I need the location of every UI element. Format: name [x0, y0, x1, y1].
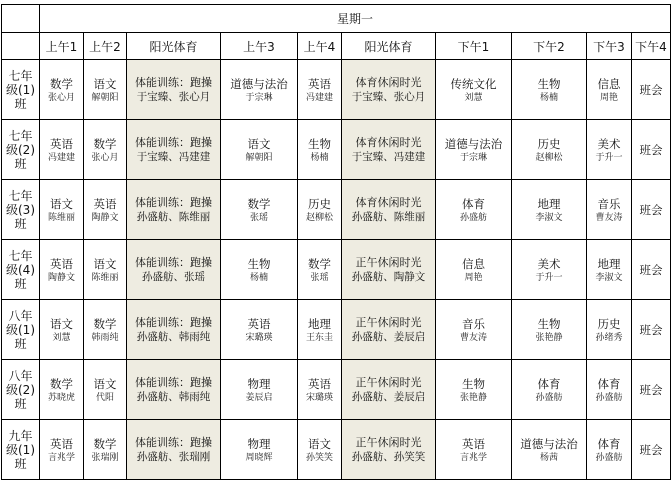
subject-label: 体育	[597, 436, 621, 451]
class-name-cell	[2, 360, 40, 420]
teacher-label: 孙盛舫	[595, 392, 623, 403]
subject-label: 语文	[50, 316, 73, 331]
lesson-cell	[587, 300, 632, 360]
class-name-line: 级(2)	[6, 142, 35, 157]
teacher-label: 孙盛舫、姜辰启	[351, 390, 426, 403]
teacher-label: 宋璐瑛	[245, 332, 273, 343]
lesson-cell	[436, 300, 512, 360]
lesson-cell	[221, 60, 298, 120]
teacher-label: 于宝臻、冯建建	[351, 150, 426, 163]
teacher-label: 孙盛舫、陶静文	[351, 270, 426, 283]
subject-label: 体育	[597, 376, 621, 391]
subject-label: 美术	[597, 136, 621, 151]
day-header: 星期一	[40, 5, 671, 33]
subject-label: 数学	[93, 136, 117, 151]
subject-label: 体能训练：跑操	[135, 375, 212, 389]
teacher-label: 周艳	[464, 272, 483, 283]
period-header: 上午1	[40, 33, 84, 60]
subject-label: 语文	[93, 376, 117, 391]
class-row	[2, 360, 671, 420]
subject-label: 信息	[597, 76, 621, 91]
subject-label: 体能训练：跑操	[135, 435, 212, 449]
teacher-label: 曹友涛	[595, 212, 623, 223]
subject-label: 体能训练：跑操	[135, 75, 212, 89]
lesson-cell	[221, 120, 298, 180]
class-row	[2, 60, 671, 120]
teacher-label: 苏晓虎	[47, 392, 75, 403]
period-header: 下午3	[587, 33, 632, 60]
subject-label: 体能训练：跑操	[135, 135, 212, 149]
day-header-row	[2, 5, 671, 33]
subject-label: 历史	[308, 196, 331, 211]
lesson-cell: 班会	[632, 240, 671, 300]
lesson-cell	[127, 360, 221, 420]
class-name-cell	[2, 240, 40, 300]
teacher-label: 孙盛舫	[535, 392, 563, 403]
period-header-row	[2, 33, 671, 60]
lesson-cell	[436, 60, 512, 120]
lesson-cell	[298, 60, 342, 120]
subject-label: 正午休闲时光	[355, 375, 422, 389]
teacher-label: 陈维丽	[47, 212, 75, 223]
subject-label: 物理	[247, 376, 271, 391]
teacher-label: 张心月	[91, 152, 119, 163]
lesson-cell	[512, 420, 587, 480]
lesson-cell	[84, 360, 127, 420]
teacher-label: 王东圭	[305, 332, 333, 343]
lesson-cell	[127, 60, 221, 120]
subject-label: 英语	[308, 376, 331, 391]
lesson-cell	[587, 420, 632, 480]
teacher-label: 孙盛舫、韩雨纯	[136, 330, 211, 343]
lesson-cell	[40, 180, 84, 240]
lesson-cell	[40, 60, 84, 120]
lesson-cell	[512, 180, 587, 240]
subject-label: 体育休闲时光	[355, 135, 422, 149]
teacher-label: 于升一	[535, 272, 563, 283]
lesson-cell	[84, 420, 127, 480]
period-header: 上午2	[84, 33, 127, 60]
lesson-cell	[342, 180, 436, 240]
class-name-line: 班	[14, 396, 27, 411]
class-name-line: 班	[14, 156, 27, 171]
teacher-label: 张艳静	[535, 332, 563, 343]
class-name-line: 七年	[8, 128, 33, 143]
lesson-cell	[40, 240, 84, 300]
subject-label: 英语	[93, 196, 117, 211]
subject-label: 语文	[247, 136, 271, 151]
lesson-cell: 班会	[632, 360, 671, 420]
teacher-label: 张心月	[47, 92, 75, 103]
teacher-label: 孙盛舫、张瑞刚	[136, 450, 211, 463]
subject-label: 传统文化	[450, 76, 497, 91]
teacher-label: 于宝臻、冯建建	[136, 150, 211, 163]
teacher-label: 冯建建	[305, 92, 333, 103]
teacher-label: 于宗琳	[459, 152, 487, 163]
subject-label: 体育	[462, 196, 485, 211]
lesson-cell: 班会	[632, 120, 671, 180]
teacher-label: 孙盛舫、张瑶	[142, 270, 205, 283]
subject-label: 信息	[462, 256, 485, 271]
period-header: 阳光体育	[342, 33, 436, 60]
subject-label: 语文	[93, 256, 117, 271]
schedule-table	[1, 4, 671, 480]
teacher-label: 赵柳松	[535, 152, 563, 163]
class-row	[2, 180, 671, 240]
lesson-cell	[342, 240, 436, 300]
subject-label: 正午休闲时光	[355, 315, 422, 329]
teacher-label: 陶静文	[91, 212, 119, 223]
lesson-cell: 班会	[632, 180, 671, 240]
lesson-cell	[221, 300, 298, 360]
subject-label: 数学	[93, 316, 117, 331]
lesson-cell	[221, 240, 298, 300]
class-name-line: 级(3)	[6, 202, 35, 217]
teacher-label: 杨茜	[539, 452, 558, 463]
lesson-cell	[127, 240, 221, 300]
class-row	[2, 120, 671, 180]
schedule-body	[2, 5, 671, 480]
class-name-line: 级(1)	[6, 82, 35, 97]
teacher-label: 周晓辉	[245, 452, 273, 463]
subject-label: 英语	[50, 136, 73, 151]
subject-label: 生物	[308, 136, 331, 151]
teacher-label: 孙盛舫、陈维丽	[136, 210, 211, 223]
lesson-cell	[342, 60, 436, 120]
lesson-cell	[40, 360, 84, 420]
lesson-cell: 班会	[632, 60, 671, 120]
subject-label: 英语	[308, 76, 331, 91]
class-name-line: 七年	[8, 68, 33, 83]
subject-label: 音乐	[462, 316, 485, 331]
teacher-label: 言兆学	[47, 452, 75, 463]
subject-label: 语文	[308, 436, 331, 451]
subject-label: 数学	[247, 196, 271, 211]
teacher-label: 宋璐瑛	[305, 392, 333, 403]
lesson-cell	[298, 300, 342, 360]
lesson-cell	[342, 120, 436, 180]
teacher-label: 曹友涛	[459, 332, 487, 343]
lesson-cell	[40, 300, 84, 360]
class-name-line: 八年	[8, 308, 33, 323]
lesson-cell	[221, 180, 298, 240]
class-name-line: 七年	[8, 188, 33, 203]
subject-label: 生物	[537, 316, 561, 331]
teacher-label: 刘慧	[464, 92, 483, 103]
teacher-label: 解朝阳	[91, 92, 119, 103]
lesson-cell	[84, 300, 127, 360]
teacher-label: 代阳	[95, 392, 114, 403]
lesson-cell	[512, 360, 587, 420]
teacher-label: 孙盛舫、陈维丽	[351, 210, 426, 223]
lesson-cell	[40, 120, 84, 180]
lesson-cell	[587, 60, 632, 120]
subject-label: 生物	[462, 376, 485, 391]
subject-label: 正午休闲时光	[355, 255, 422, 269]
teacher-label: 刘慧	[52, 332, 71, 343]
teacher-label: 杨楠	[310, 152, 329, 163]
lesson-cell	[587, 360, 632, 420]
lesson-cell	[298, 420, 342, 480]
class-name-line: 级(1)	[6, 442, 35, 457]
lesson-cell	[84, 180, 127, 240]
lesson-cell	[298, 240, 342, 300]
teacher-label: 李淑文	[535, 212, 563, 223]
class-name-line: 七年	[8, 248, 33, 263]
lesson-cell	[436, 420, 512, 480]
subject-label: 英语	[50, 256, 73, 271]
subject-label: 历史	[597, 316, 621, 331]
class-name-line: 班	[14, 216, 27, 231]
lesson-cell	[298, 360, 342, 420]
lesson-cell	[512, 60, 587, 120]
class-name-cell	[2, 120, 40, 180]
teacher-label: 孙盛舫、姜辰启	[351, 330, 426, 343]
lesson-cell	[84, 60, 127, 120]
subject-label: 道德与法治	[444, 136, 503, 151]
lesson-cell	[436, 240, 512, 300]
period-header: 上午3	[221, 33, 298, 60]
subject-label: 体育休闲时光	[355, 75, 422, 89]
class-name-cell	[2, 60, 40, 120]
subject-label: 数学	[50, 376, 73, 391]
subject-label: 道德与法治	[520, 436, 578, 451]
teacher-label: 孙绪秀	[595, 332, 623, 343]
teacher-label: 于宝臻、张心月	[136, 90, 211, 103]
class-name-line: 九年	[8, 428, 33, 443]
class-name-line: 级(1)	[6, 322, 35, 337]
lesson-cell	[436, 180, 512, 240]
teacher-label: 陶静文	[47, 272, 75, 283]
subject-label: 历史	[537, 136, 561, 151]
subject-label: 数学	[308, 256, 331, 271]
subject-label: 地理	[537, 196, 561, 211]
period-header: 上午4	[298, 33, 342, 60]
period-header: 阳光体育	[127, 33, 221, 60]
subject-label: 生物	[537, 76, 561, 91]
subject-label: 物理	[247, 436, 271, 451]
lesson-cell	[436, 120, 512, 180]
subject-label: 地理	[597, 256, 621, 271]
subject-label: 数学	[93, 436, 117, 451]
lesson-cell	[298, 180, 342, 240]
corner-cell	[2, 5, 40, 33]
lesson-cell	[342, 360, 436, 420]
subject-label: 数学	[50, 76, 73, 91]
class-name-line: 班	[14, 276, 27, 291]
teacher-label: 孙盛舫、韩雨纯	[136, 390, 211, 403]
lesson-cell	[436, 360, 512, 420]
teacher-label: 于宝臻、张心月	[351, 90, 426, 103]
teacher-label: 周艳	[599, 92, 618, 103]
subject-label: 体能训练：跑操	[135, 315, 212, 329]
teacher-label: 于升一	[595, 152, 623, 163]
class-name-cell	[2, 300, 40, 360]
lesson-cell	[127, 300, 221, 360]
teacher-label: 孙盛舫、孙笑笑	[351, 450, 426, 463]
class-row	[2, 240, 671, 300]
lesson-cell: 班会	[632, 420, 671, 480]
lesson-cell	[127, 180, 221, 240]
period-header: 下午2	[512, 33, 587, 60]
corner-cell	[2, 33, 40, 60]
teacher-label: 韩雨纯	[91, 332, 119, 343]
lesson-cell	[84, 240, 127, 300]
teacher-label: 张瑞刚	[91, 452, 119, 463]
teacher-label: 于宗琳	[245, 92, 273, 103]
lesson-cell	[587, 120, 632, 180]
teacher-label: 杨楠	[249, 272, 268, 283]
subject-label: 英语	[247, 316, 271, 331]
class-name-line: 级(4)	[6, 262, 35, 277]
subject-label: 正午休闲时光	[355, 435, 422, 449]
subject-label: 英语	[462, 436, 485, 451]
teacher-label: 张瑶	[310, 272, 329, 283]
class-name-line: 班	[14, 456, 27, 471]
class-name-line: 级(2)	[6, 382, 35, 397]
subject-label: 音乐	[597, 196, 621, 211]
subject-label: 语文	[93, 76, 117, 91]
lesson-cell: 班会	[632, 300, 671, 360]
teacher-label: 赵柳松	[305, 212, 333, 223]
subject-label: 语文	[50, 196, 73, 211]
lesson-cell	[127, 420, 221, 480]
lesson-cell	[40, 420, 84, 480]
teacher-label: 张瑶	[249, 212, 268, 223]
lesson-cell	[298, 120, 342, 180]
lesson-cell	[342, 420, 436, 480]
lesson-cell	[127, 120, 221, 180]
teacher-label: 陈维丽	[91, 272, 119, 283]
teacher-label: 言兆学	[459, 452, 487, 463]
class-row	[2, 300, 671, 360]
class-name-line: 班	[14, 96, 27, 111]
teacher-label: 杨楠	[539, 92, 558, 103]
teacher-label: 李淑文	[595, 272, 623, 283]
period-header: 下午4	[632, 33, 671, 60]
teacher-label: 孙笑笑	[305, 452, 333, 463]
subject-label: 体能训练：跑操	[135, 195, 212, 209]
lesson-cell	[587, 240, 632, 300]
lesson-cell	[342, 300, 436, 360]
lesson-cell	[587, 180, 632, 240]
period-header: 下午1	[436, 33, 512, 60]
class-row	[2, 420, 671, 480]
subject-label: 英语	[50, 436, 73, 451]
teacher-label: 孙盛舫	[595, 452, 623, 463]
class-name-cell	[2, 180, 40, 240]
lesson-cell	[221, 360, 298, 420]
lesson-cell	[84, 120, 127, 180]
class-name-cell	[2, 420, 40, 480]
subject-label: 生物	[247, 256, 271, 271]
lesson-cell	[512, 120, 587, 180]
teacher-label: 解朝阳	[245, 152, 273, 163]
teacher-label: 姜辰启	[245, 392, 273, 403]
teacher-label: 冯建建	[47, 152, 75, 163]
lesson-cell	[512, 240, 587, 300]
teacher-label: 张艳静	[459, 392, 487, 403]
subject-label: 体育休闲时光	[355, 195, 422, 209]
teacher-label: 孙盛舫	[459, 212, 487, 223]
subject-label: 体能训练：跑操	[135, 255, 212, 269]
subject-label: 美术	[537, 256, 561, 271]
lesson-cell	[512, 300, 587, 360]
subject-label: 体育	[537, 376, 561, 391]
subject-label: 道德与法治	[230, 76, 288, 91]
lesson-cell	[221, 420, 298, 480]
class-name-line: 八年	[8, 368, 33, 383]
subject-label: 地理	[308, 316, 331, 331]
class-name-line: 班	[14, 336, 27, 351]
